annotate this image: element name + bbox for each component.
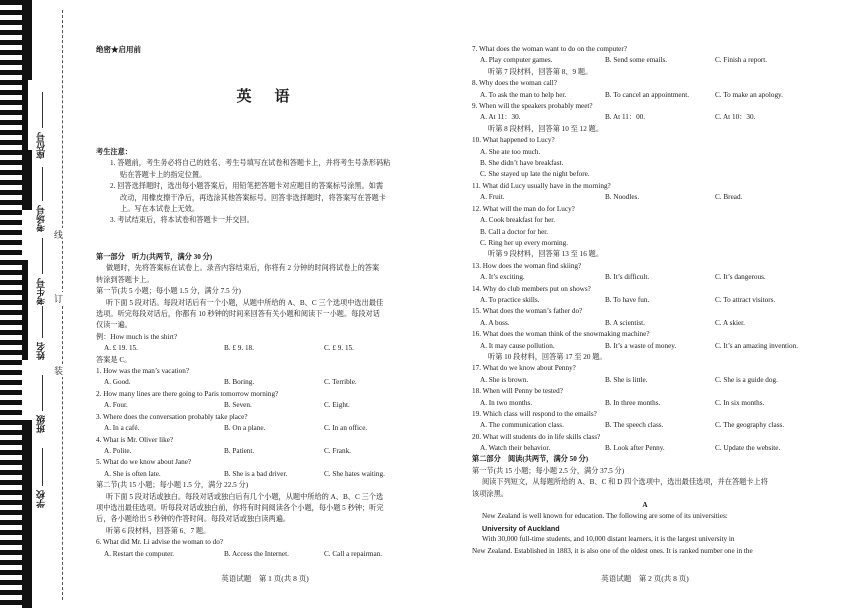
exam-page-2 — [472, 0, 818, 608]
option-row — [96, 423, 438, 434]
option: A. Play computer games. — [480, 56, 553, 65]
option-row — [472, 55, 818, 66]
part-heading: 第一部分 听力(共两节，满分 30 分) — [96, 253, 213, 261]
option: A. £ 19. 15. — [104, 344, 138, 353]
question: 12. What will the man do for Lucy? — [472, 204, 575, 213]
option: C. She stayed up late the night before. — [480, 170, 590, 179]
intro-line: 听下面 5 段对话。每段对话后有一个小题，从题中所给的 A、B、C 三个选项中选出最佳 — [106, 298, 384, 307]
question: 6. What did Mr. Li advise the woman to do? — [96, 538, 224, 547]
intro-line: 转涂到答题卡上。 — [96, 275, 154, 284]
notice-block — [96, 147, 436, 227]
option-row — [472, 443, 818, 454]
example-answer: 答案是 C。 — [96, 355, 132, 364]
option-row — [96, 400, 438, 411]
option: C. In an office. — [324, 424, 368, 433]
secret-label: 绝密★启用前 — [96, 45, 141, 54]
question: 3. Where does the conversation probably take place? — [96, 412, 248, 421]
school-label: 学校 — [36, 490, 46, 508]
class-label: 班级 — [36, 415, 46, 433]
option: B. Access the Internet. — [224, 549, 289, 558]
option: B. It’s a waste of money. — [605, 341, 677, 350]
option-row — [96, 343, 438, 354]
option: A. Good. — [104, 378, 131, 387]
option: C. It’s an amazing invention. — [715, 341, 799, 350]
option: A. Fruit. — [480, 193, 505, 202]
option: C. To make an apology. — [715, 90, 783, 99]
option: C. Eight. — [324, 401, 350, 410]
intro-line: 阅读下列短文，从每题所给的 A、B、C 和 D 四个选项中，选出最佳选项，并在答题卡上将 — [482, 478, 768, 487]
notice-line: 3. 考试结束后，将本试卷和答题卡一并交回。 — [110, 216, 254, 225]
option: A. She ate too much. — [480, 147, 541, 156]
option: A. At 11：30. — [480, 113, 521, 122]
option: A. The communication class. — [480, 421, 564, 430]
class-field — [34, 415, 54, 433]
page-footer: 英语试题 第 2 页(共 8 页) — [601, 573, 689, 583]
question: 11. What did Lucy usually have in the morning? — [472, 181, 611, 190]
notice-line: 贴在答题卡上的指定位置。 — [120, 170, 207, 179]
option: B. To cancel an appointment. — [605, 90, 689, 99]
listening-section — [96, 252, 438, 560]
option: C. Update the website. — [715, 444, 781, 453]
question: 1. How was the man’s vacation? — [96, 367, 190, 376]
option-row — [472, 192, 818, 203]
option: A. Watch their behavior. — [480, 444, 551, 453]
question: 16. What does the woman think of the snowmaking machine? — [472, 330, 650, 339]
material-note: 听第 7 段材料，回答第 8、9 题。 — [488, 67, 593, 76]
passage-letter: A — [642, 501, 648, 510]
binding-strip — [0, 0, 84, 608]
option-row — [96, 549, 438, 560]
passage-line: With 30,000 full-time students, and 10,000 distant learners, it is the largest university in — [482, 535, 735, 544]
option: C. A skier. — [715, 318, 745, 327]
option: B. Boring. — [224, 378, 255, 387]
intro-line: 后，各小题给出 5 秒钟的作答时间。每段对话或独白读两遍。 — [96, 515, 291, 524]
option-row — [472, 420, 818, 431]
option: A. In a café. — [104, 424, 140, 433]
option: A. Polite. — [104, 446, 132, 455]
option: A. She is often late. — [104, 469, 161, 478]
option: B. To have fun. — [605, 295, 650, 304]
section-heading: 第二节(共 15 小题；每小题 1.5 分，满分 22.5 分) — [96, 481, 249, 490]
option-row — [472, 112, 818, 123]
cut-word-bind: 订 — [54, 294, 64, 304]
option: A. She is brown. — [480, 375, 529, 384]
option: C. £ 9. 15. — [324, 344, 354, 353]
intro-line: 仅读一遍。 — [96, 321, 132, 330]
option: B. Patient. — [224, 446, 255, 455]
option-row — [472, 341, 818, 352]
option: B. She didn’t have breakfast. — [480, 159, 564, 168]
option: B. The speech class. — [605, 421, 664, 430]
cut-line — [62, 10, 63, 600]
question: 15. What does the woman’s father do? — [472, 307, 583, 316]
name-label: 姓名 — [36, 342, 46, 360]
student-number-label: 考生号 — [36, 278, 46, 305]
passage-subheading: University of Auckland — [482, 523, 560, 533]
material-note: 听第 6 段材料，回答第 6、7 题。 — [106, 526, 211, 535]
exam-room-field — [34, 205, 54, 232]
option: B. In three months. — [605, 398, 661, 407]
question: 7. What does the woman want to do on the computer? — [472, 45, 627, 53]
example-question: 例：How much is the shirt? — [96, 332, 178, 341]
student-number-field — [34, 278, 54, 305]
notice-title: 考生注意： — [96, 148, 132, 156]
option: C. It’s dangerous. — [715, 273, 766, 282]
option: B. She is little. — [605, 375, 648, 384]
option-row — [472, 272, 818, 283]
material-note: 听第 8 段材料，回答第 10 至 12 题。 — [488, 124, 604, 133]
option: B. £ 9. 18. — [224, 344, 254, 353]
question: 4. What is Mr. Oliver like? — [96, 435, 174, 444]
notice-line: 上。写在本试卷上无效。 — [120, 205, 200, 214]
passage-line: New Zealand. Established in 1883, it is also one of the oldest ones. It is ranked number one in the — [472, 546, 753, 555]
cut-word-pack: 装 — [54, 366, 64, 376]
option: B. Send some emails. — [605, 56, 668, 65]
option: B. She is a bad driver. — [224, 469, 288, 478]
seat-number-field — [34, 132, 54, 159]
page-title: 英 语 — [236, 89, 294, 105]
option: B. A scientist. — [605, 318, 645, 327]
option: C. She is a guide dog. — [715, 375, 778, 384]
question: 20. What will students do in life skills class? — [472, 432, 601, 441]
option: C. Call a repairman. — [324, 549, 383, 558]
option-row — [472, 375, 818, 386]
option: C. Finish a report. — [715, 56, 768, 65]
option-row — [472, 90, 818, 101]
reading-section — [472, 454, 818, 557]
section-heading: 第一节(共 5 小题；每小题 1.5 分，满分 7.5 分) — [96, 287, 241, 296]
option: A. To ask the man to help her. — [480, 90, 567, 99]
question: 13. How does the woman find skiing? — [472, 261, 582, 270]
option: A. Restart the computer. — [104, 549, 175, 558]
intro-line: 该项涂黑。 — [472, 489, 508, 498]
option: A. Four. — [104, 401, 128, 410]
cut-word-line: 线 — [54, 230, 64, 240]
option: B. Noodles. — [605, 193, 640, 202]
section-heading: 第一节(共 15 小题；每小题 2.5 分，满分 37.5 分) — [472, 466, 625, 475]
page-footer: 英语试题 第 1 页(共 8 页) — [221, 573, 309, 583]
question: 17. What do we know about Penny? — [472, 364, 576, 373]
barcode-stripes — [0, 0, 22, 608]
exam-page-1 — [92, 0, 438, 608]
question: 19. Which class will respond to the emails? — [472, 410, 597, 418]
option: C. To attract visitors. — [715, 295, 776, 304]
intro-line: 听下面 5 段对话或独白。每段对话或独白后有几个小题，从题中所给的 A、B、C 三个选 — [106, 492, 384, 501]
option-row — [472, 398, 818, 409]
option: C. Bread. — [715, 193, 743, 202]
question: 10. What happened to Lucy? — [472, 136, 555, 145]
material-note: 听第 10 段材料，回答第 17 至 20 题。 — [488, 352, 607, 361]
question: 18. When will Penny be tested? — [472, 387, 563, 396]
option: A. In two months. — [480, 398, 533, 407]
option: C. Frank. — [324, 446, 351, 455]
question: 9. When will the speakers probably meet? — [472, 102, 593, 111]
passage-line: New Zealand is well known for education. The following are some of its universities: — [482, 512, 728, 521]
school-field — [34, 490, 54, 508]
question-list — [472, 44, 818, 455]
question: 5. What do we know about Jane? — [96, 458, 192, 467]
option: B. At 11：00. — [605, 113, 646, 122]
material-note: 听第 9 段材料，回答第 13 至 16 题。 — [488, 250, 604, 259]
option: A. It’s exciting. — [480, 273, 525, 282]
option: B. It’s difficult. — [605, 273, 650, 282]
notice-line: 2. 回答选择题时，选出每小题答案后，用铅笔把答题卡对应题目的答案标号涂黑。如需 — [110, 182, 384, 191]
option: C. Terrible. — [324, 378, 357, 387]
option: B. Seven. — [224, 401, 252, 410]
seat-number-label: 座位号 — [36, 132, 46, 159]
option: B. Call a doctor for her. — [480, 227, 549, 236]
option: C. At 10：30. — [715, 113, 756, 122]
notice-line: 改动，用橡皮擦干净后，再选涂其他答案标号。回答非选择题时，将答案写在答题卡 — [120, 193, 386, 202]
question: 14. Why do club members put on shows? — [472, 284, 591, 293]
option: A. Cook breakfast for her. — [480, 216, 556, 225]
option: A. To practice skills. — [480, 295, 540, 304]
option: B. On a plane. — [224, 424, 266, 433]
name-field — [34, 342, 54, 360]
intro-line: 选项。听完每段对话后，你都有 10 秒钟的时间来回答有关小题和阅读下一小题。每段对话 — [96, 310, 380, 319]
option-row — [96, 469, 438, 480]
option-row — [96, 377, 438, 388]
exam-room-label: 考场号 — [36, 205, 46, 232]
notice-line: 1. 答题前，考生务必将自己的姓名、考生号填写在试卷和答题卡上，并将考生号条形码粘 — [110, 159, 391, 168]
option: C. She hates waiting. — [324, 469, 385, 478]
intro-line: 做题时，先将答案标在试卷上。录音内容结束后，你将有 2 分钟的时间将试卷上的答案 — [106, 264, 380, 273]
option: A. It may cause pollution. — [480, 341, 555, 350]
intro-line: 项中选出最佳选项。听每段对话或独白前，你将有时间阅读各个小题，每小题 5 秒钟；听完 — [96, 503, 384, 512]
option: C. The geography class. — [715, 421, 785, 430]
option: A. A boss. — [480, 318, 510, 327]
part-heading: 第二部分 阅读(共两节，满分 50 分) — [472, 455, 589, 464]
option-row — [96, 446, 438, 457]
question: 2. How many lines are there going to Paris tomorrow morning? — [96, 389, 279, 398]
option-row — [472, 318, 818, 329]
option: C. Ring her up every morning. — [480, 238, 569, 247]
option: B. Look after Penny. — [605, 444, 665, 453]
question: 8. Why does the woman call? — [472, 79, 557, 88]
option: C. In six months. — [715, 398, 765, 407]
option-row — [472, 295, 818, 306]
